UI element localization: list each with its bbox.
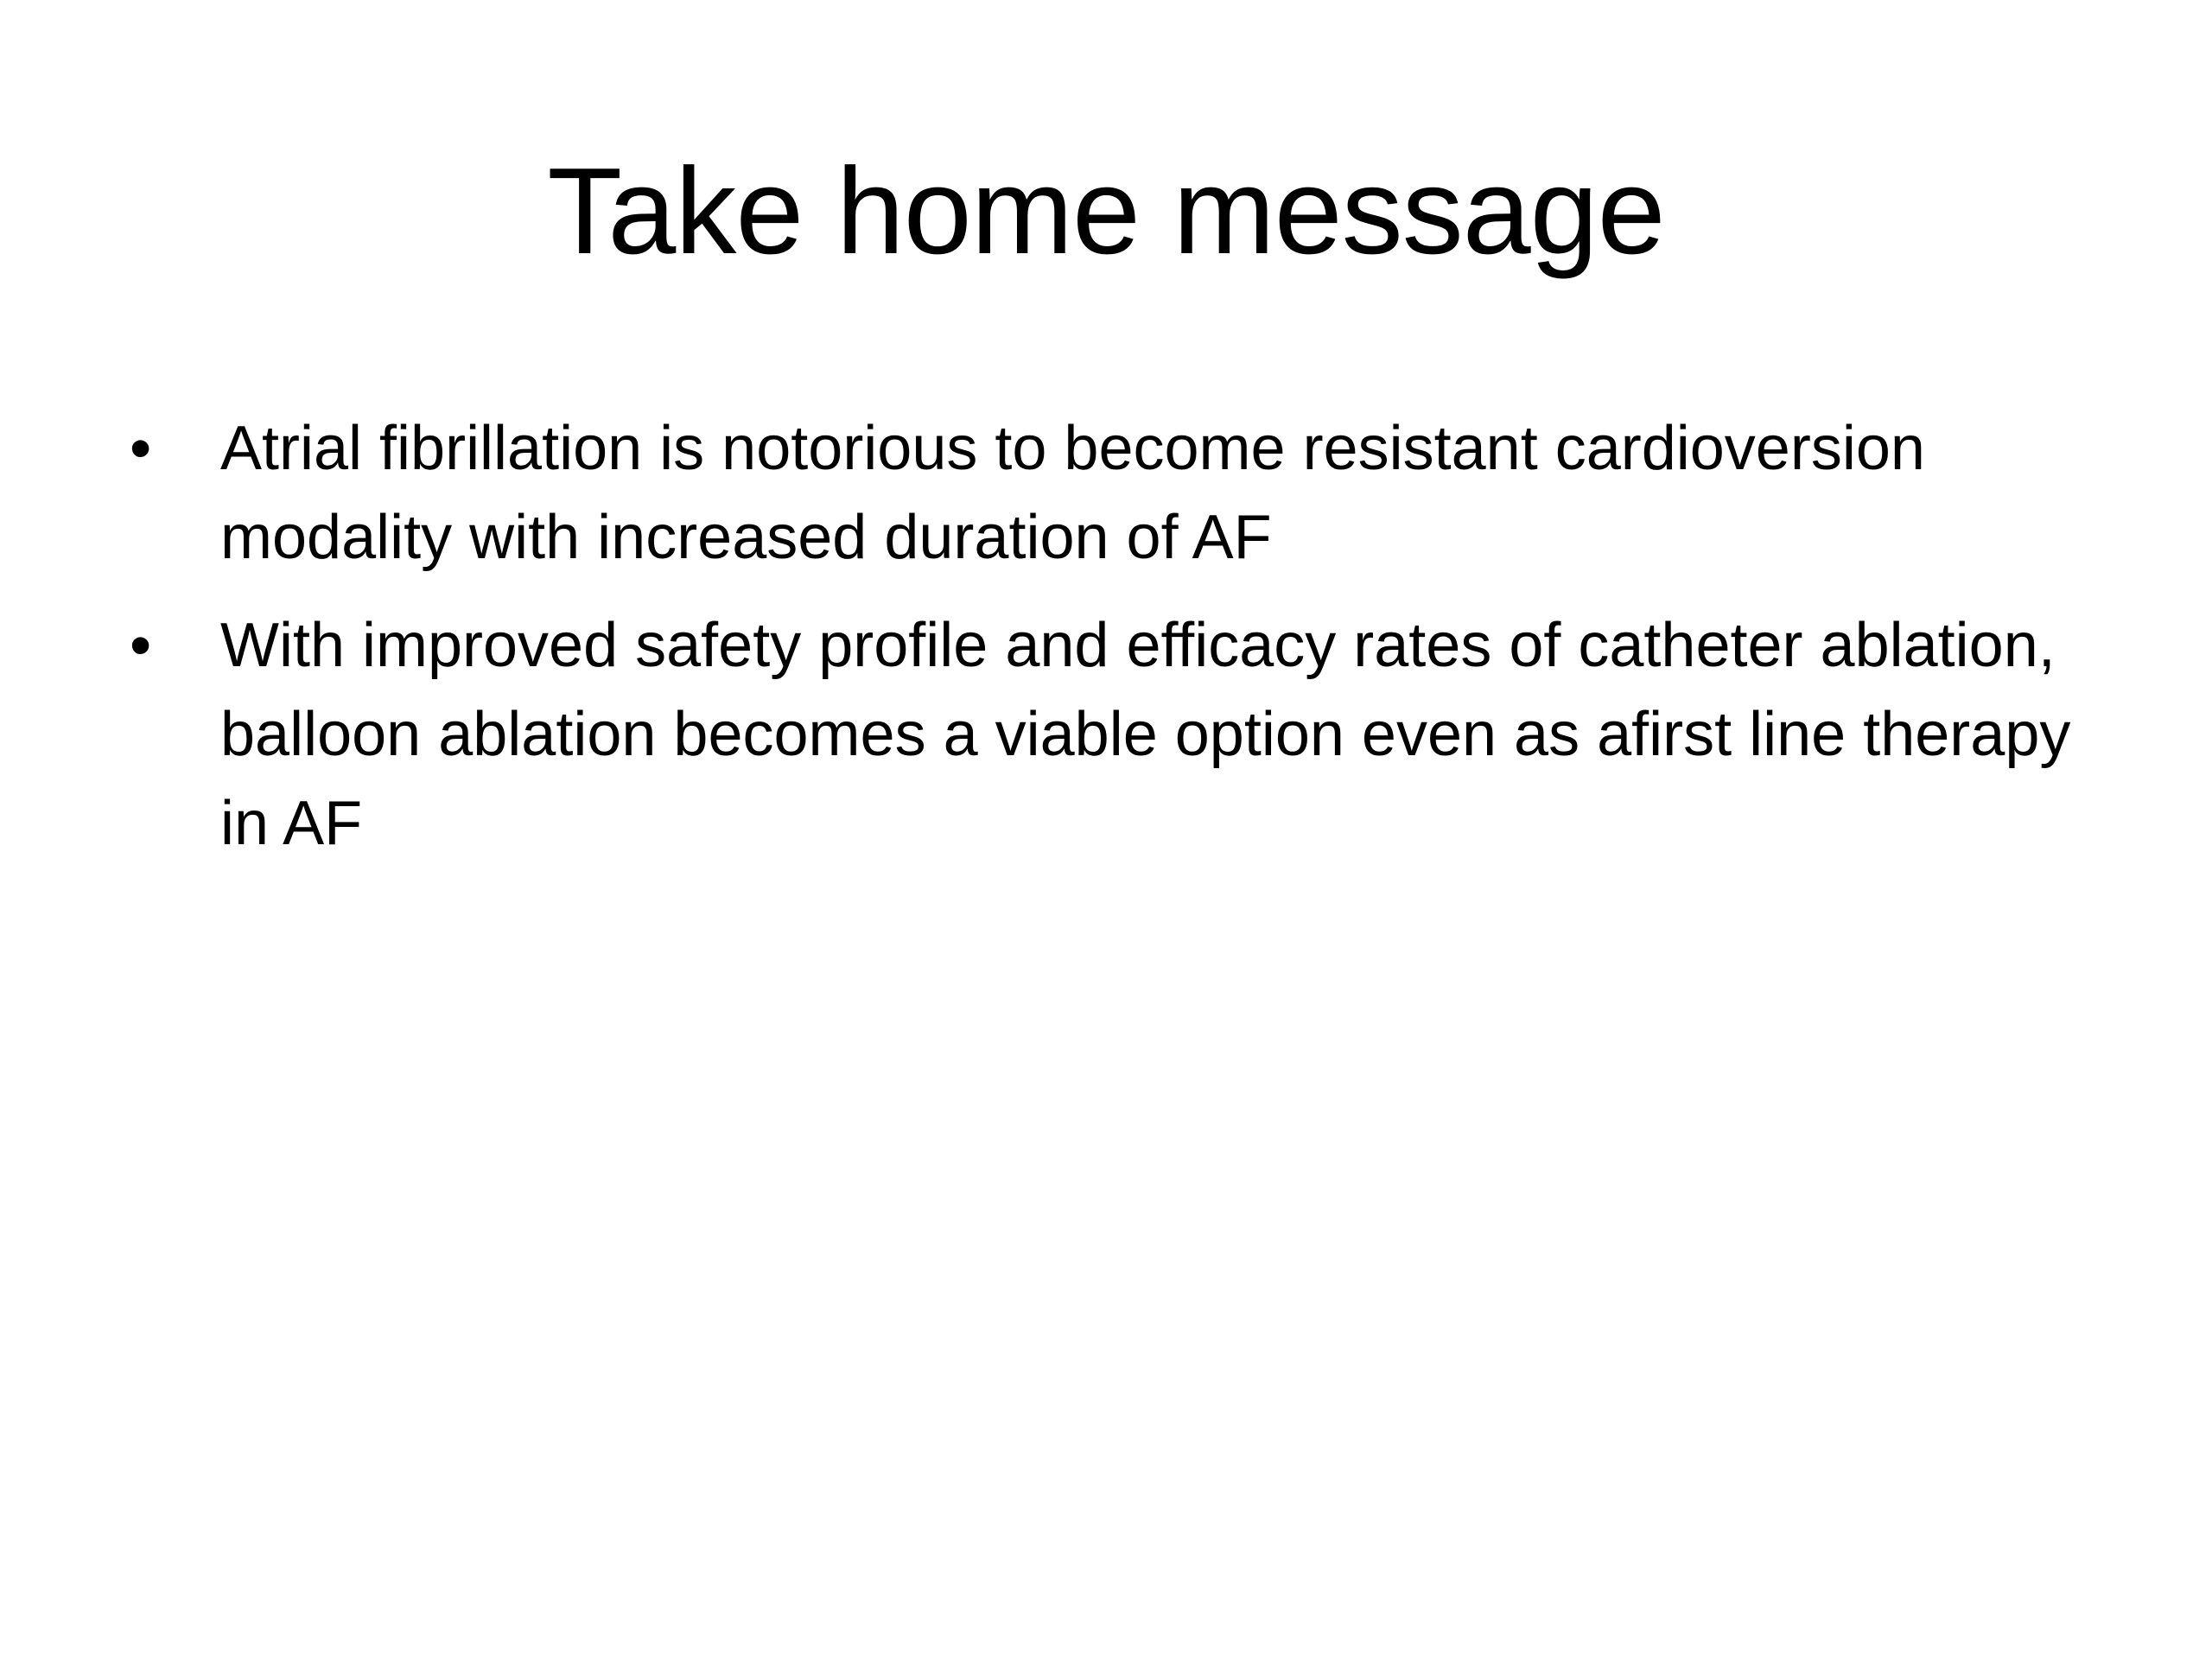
bullet-dot-icon: •: [130, 414, 152, 483]
bullet-item: [130, 601, 2117, 868]
bullet-text: With improved safety profile and efficacy rates of catheter ablation, balloon ablation becomes a viable option even as afirst line therapy in AF: [220, 611, 2071, 858]
bullet-list: [130, 404, 2117, 887]
bullet-dot-icon: •: [130, 611, 152, 680]
slide-title: Take home message: [547, 143, 1665, 280]
bullet-item: [130, 404, 2117, 582]
bullet-text: Atrial fibrillation is notorious to become resistant cardioversion modality with increased duration of AF: [220, 414, 1925, 572]
